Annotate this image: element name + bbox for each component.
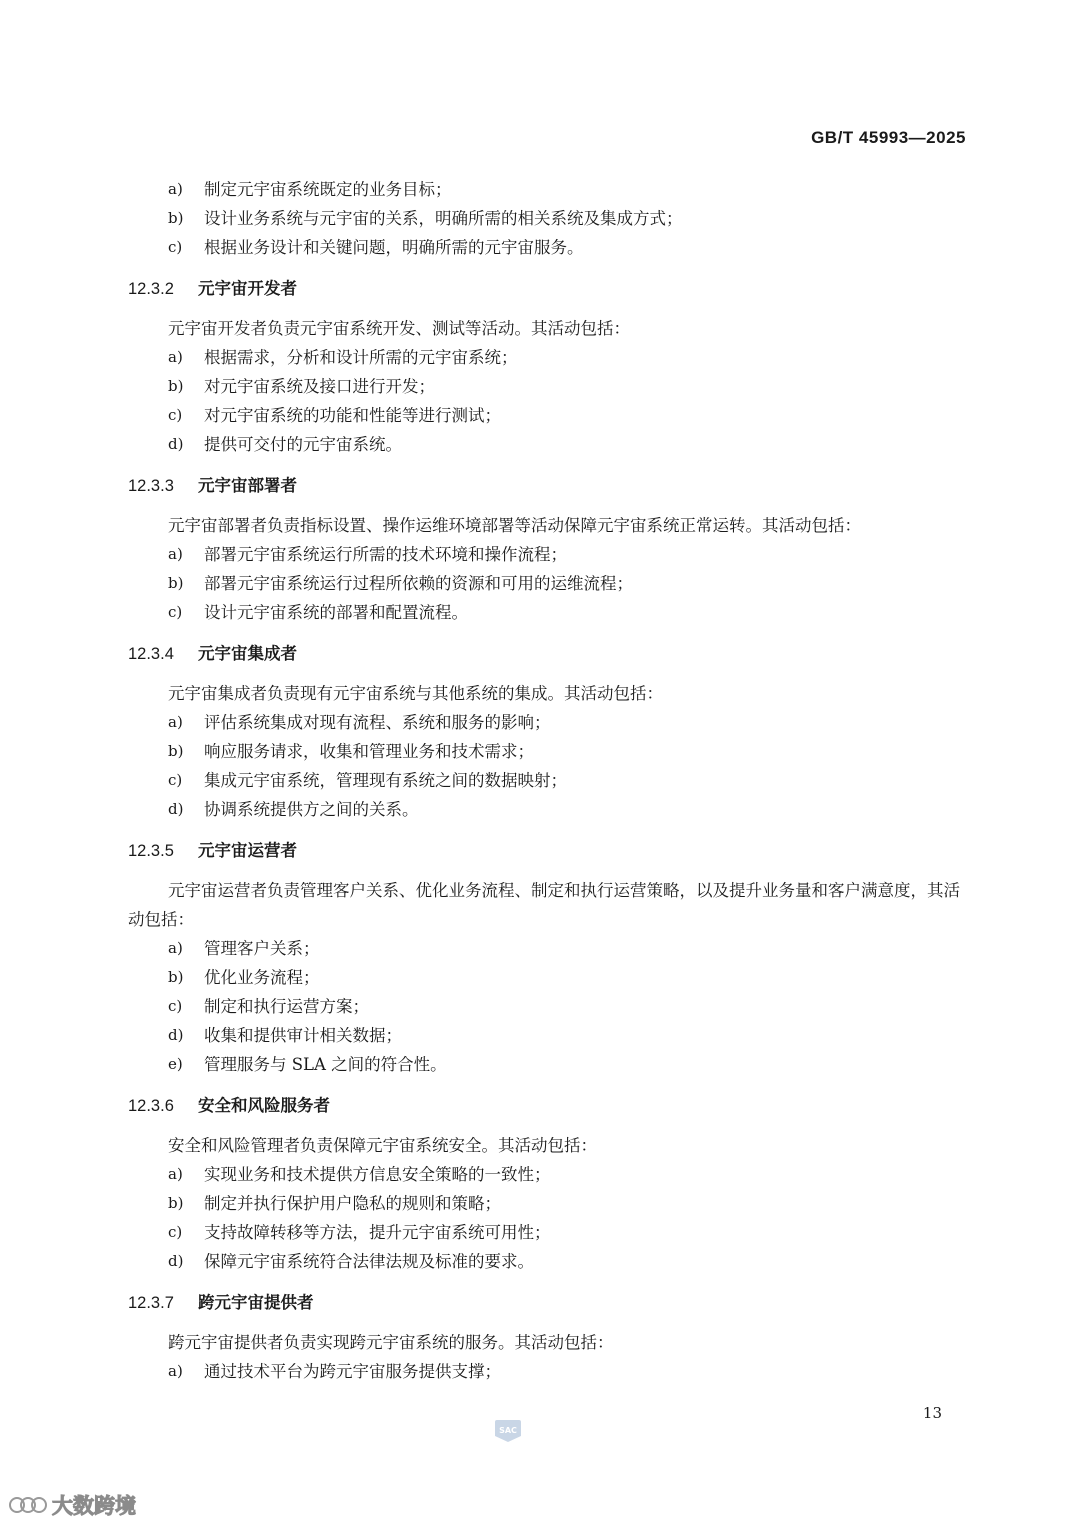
list-item-text: 设计业务系统与元宇宙的关系，明确所需的相关系统及集成方式； [204,209,683,228]
list-marker: b) [168,1194,184,1212]
list-marker: c) [168,238,183,256]
list-marker: a) [168,939,183,957]
list-item-text: 根据业务设计和关键问题，明确所需的元宇宙服务。 [204,238,584,257]
list-item [128,1247,968,1276]
watermark-text: 大数跨境 [52,1494,136,1518]
list-item [128,1021,968,1050]
list-item [128,766,968,795]
list-marker: b) [168,574,184,592]
section-paragraph: 元宇宙部署者负责指标设置、操作运维环境部署等活动保障元宇宙系统正常运转。其活动包括： [168,516,861,535]
section-heading [128,471,968,501]
list-item-text: 制定并执行保护用户隐私的规则和策略； [204,1194,501,1213]
list-item-text: 管理客户关系； [204,939,320,958]
list-marker: a) [168,180,183,198]
sac-logo-text: SAC [499,1426,517,1435]
list-item [128,1189,968,1218]
list-marker: a) [168,348,183,366]
list-item [128,737,968,766]
list-item [128,1357,968,1386]
list-item-text: 管理服务与 SLA 之间的符合性。 [204,1055,447,1074]
list-marker: b) [168,742,184,760]
list-item [128,708,968,737]
section-paragraph: 元宇宙运营者负责管理客户关系、优化业务流程、制定和执行运营策略，以及提升业务量和客户满意度，其活动包括： [128,881,960,929]
section-12-3-5 [128,836,968,1079]
list-marker: a) [168,713,183,731]
list-marker: c) [168,997,183,1015]
list-marker: c) [168,406,183,424]
list-marker: c) [168,1223,183,1241]
list-marker: c) [168,771,183,789]
list-item-text: 响应服务请求，收集和管理业务和技术需求； [204,742,534,761]
section-heading [128,1288,968,1318]
section-title: 元宇宙开发者 [198,279,297,298]
section-paragraph: 元宇宙开发者负责元宇宙系统开发、测试等活动。其活动包括： [168,319,630,338]
list-item [128,934,968,963]
standard-number: GB/T 45993—2025 [811,128,966,147]
section-number: 12.3.3 [128,477,174,495]
list-item [128,1160,968,1189]
list-item-text: 支持故障转移等方法，提升元宇宙系统可用性； [204,1223,551,1242]
list-item-text: 设计元宇宙系统的部署和配置流程。 [204,603,468,622]
list-item-text: 优化业务流程； [204,968,320,987]
list-item-text: 集成元宇宙系统，管理现有系统之间的数据映射； [204,771,567,790]
list-item [128,430,968,459]
list-item [128,343,968,372]
list-marker: c) [168,603,183,621]
section-title: 元宇宙运营者 [198,841,297,860]
list-item-text: 对元宇宙系统及接口进行开发； [204,377,435,396]
section-number: 12.3.6 [128,1097,174,1115]
page-number: 13 [922,1404,942,1422]
section-12-3-4 [128,639,968,824]
list-item-text: 制定元宇宙系统既定的业务目标； [204,180,452,199]
list-item-text: 实现业务和技术提供方信息安全策略的一致性； [204,1165,551,1184]
watermark-logo-icon [8,1494,48,1516]
list-item [128,233,968,262]
section-number: 12.3.5 [128,842,174,860]
list-item [128,401,968,430]
section-heading [128,1091,968,1121]
section-12-3-2 [128,274,968,459]
watermark [8,1490,136,1520]
list-marker: a) [168,1165,183,1183]
section-title: 元宇宙集成者 [198,644,297,663]
list-marker: b) [168,968,184,986]
list-marker: d) [168,800,184,818]
list-marker: d) [168,435,184,453]
section-title: 安全和风险服务者 [198,1096,330,1115]
list-marker: e) [168,1055,183,1073]
list-item [128,372,968,401]
list-item-text: 收集和提供审计相关数据； [204,1026,402,1045]
section-12-3-6 [128,1091,968,1276]
list-item [128,540,968,569]
list-item [128,569,968,598]
list-marker: d) [168,1252,184,1270]
section-number: 12.3.7 [128,1294,174,1312]
section-title: 元宇宙部署者 [198,476,297,495]
section-12-3-7 [128,1288,968,1386]
section-12-3-3 [128,471,968,627]
section-number: 12.3.2 [128,280,174,298]
section-paragraph: 元宇宙集成者负责现有元宇宙系统与其他系统的集成。其活动包括： [168,684,663,703]
list-item-text: 保障元宇宙系统符合法律法规及标准的要求。 [204,1252,534,1271]
list-marker: b) [168,377,184,395]
list-item-text: 评估系统集成对现有流程、系统和服务的影响； [204,713,551,732]
intro-list [128,175,968,262]
list-marker: a) [168,1362,183,1380]
list-item [128,1050,968,1079]
section-number: 12.3.4 [128,645,174,663]
list-marker: d) [168,1026,184,1044]
list-item [128,1218,968,1247]
section-paragraph: 安全和风险管理者负责保障元宇宙系统安全。其活动包括： [168,1136,597,1155]
section-title: 跨元宇宙提供者 [198,1293,314,1312]
section-heading [128,836,968,866]
list-marker: b) [168,209,184,227]
list-item-text: 部署元宇宙系统运行所需的技术环境和操作流程； [204,545,567,564]
section-paragraph: 跨元宇宙提供者负责实现跨元宇宙系统的服务。其活动包括： [168,1333,614,1352]
section-heading [128,274,968,304]
list-item-text: 协调系统提供方之间的关系。 [204,800,419,819]
document-body [128,175,968,1386]
list-item-text: 对元宇宙系统的功能和性能等进行测试； [204,406,501,425]
list-item [128,963,968,992]
list-item-text: 制定和执行运营方案； [204,997,369,1016]
list-item-text: 通过技术平台为跨元宇宙服务提供支撑； [204,1362,501,1381]
list-item-text: 提供可交付的元宇宙系统。 [204,435,402,454]
list-item [128,992,968,1021]
sac-logo [493,1418,523,1444]
list-marker: a) [168,545,183,563]
list-item [128,795,968,824]
list-item [128,598,968,627]
list-item [128,204,968,233]
section-heading [128,639,968,669]
list-item-text: 部署元宇宙系统运行过程所依赖的资源和可用的运维流程； [204,574,633,593]
list-item [128,175,968,204]
list-item-text: 根据需求，分析和设计所需的元宇宙系统； [204,348,518,367]
